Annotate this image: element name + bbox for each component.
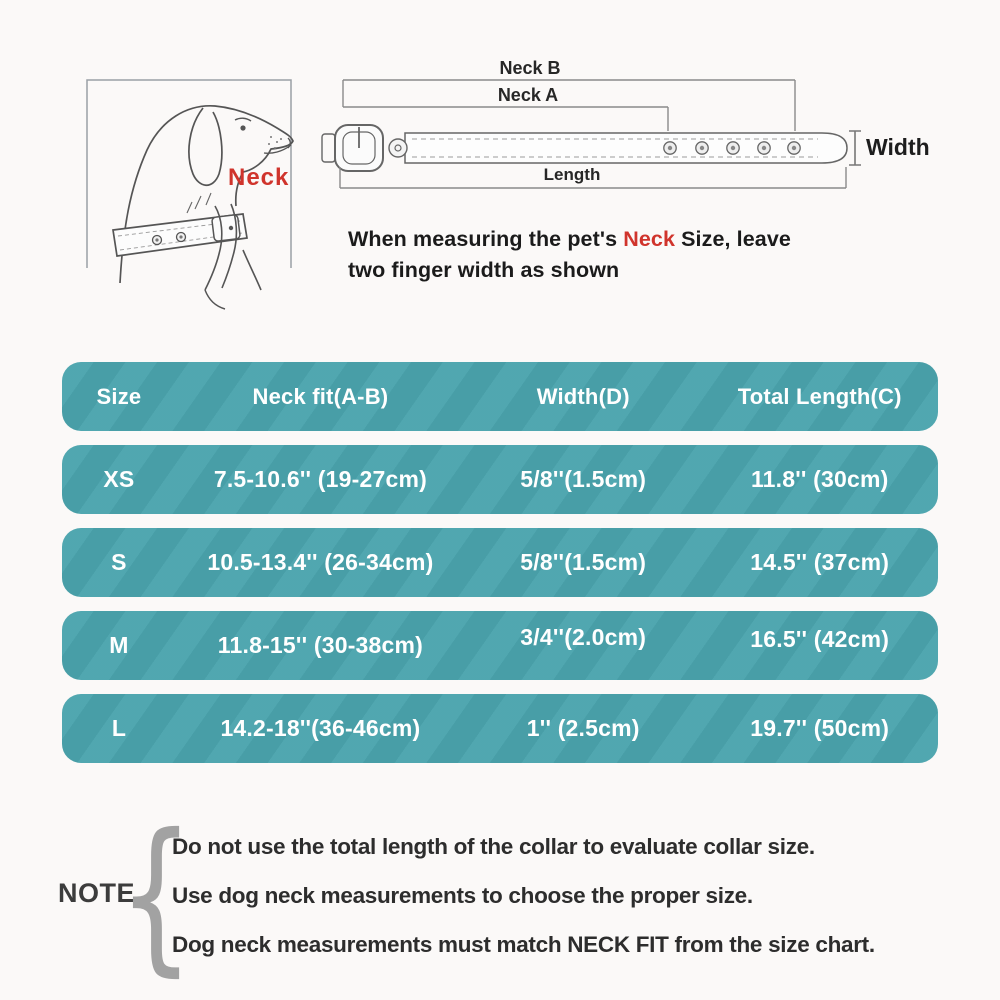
cell-neck-fit: 7.5-10.6'' (19-27cm) [213,466,427,492]
header-size: Size [96,383,142,409]
instruction-neck-highlight: Neck [623,227,676,251]
cell-width: 1'' (2.5cm) [526,715,640,741]
note-line-3: Dog neck measurements must match NECK FIT from the size chart. [172,932,875,957]
cell-neck-fit: 14.2-18''(36-46cm) [220,715,421,741]
table-row-s [62,528,938,597]
dog-head-line-drawing-icon [85,78,300,310]
note-lines [172,835,875,957]
size-chart-table [62,362,938,763]
measuring-instruction [348,224,908,286]
note-title: NOTE [58,878,136,908]
length-label: Length [543,165,601,184]
dog-neck-label: Neck [228,164,290,191]
dog-measure-figure [85,78,300,310]
cell-size: M [109,632,129,658]
cell-size: L [111,715,127,741]
header-width: Width(D) [536,383,630,409]
note-line-1: Do not use the total length of the collar to evaluate collar size. [172,834,815,859]
cell-size: S [111,549,127,575]
table-header-row [62,362,938,431]
collar-line-drawing-icon [320,55,960,200]
cell-total-length: 14.5'' (37cm) [750,549,890,575]
cell-total-length: 11.8'' (30cm) [750,466,889,492]
cell-total-length: 19.7'' (50cm) [750,715,890,741]
note-line-2: Use dog neck measurements to choose the proper size. [172,883,753,908]
header-total-length: Total Length(C) [737,383,902,409]
neck-a-label: Neck A [497,85,559,105]
curly-brace-icon: { [118,799,195,992]
cell-size: XS [103,466,135,492]
instruction-line1-pre: When measuring the pet's [348,227,624,251]
cell-width: 5/8''(1.5cm) [520,549,647,575]
note-section [58,799,988,992]
table-row-l [62,694,938,763]
neck-b-label: Neck B [499,58,561,78]
table-row-xs [62,445,938,514]
cell-width: 5/8''(1.5cm) [520,466,647,492]
header-neck-fit: Neck fit(A-B) [252,383,389,409]
cell-width: 3/4''(2.0cm) [520,624,647,650]
cell-neck-fit: 11.8-15'' (30-38cm) [217,632,424,658]
table-row-m [62,611,938,680]
instruction-line1-post: Size, leave [675,227,791,251]
cell-total-length: 16.5'' (42cm) [750,626,890,652]
width-label: Width [866,134,930,160]
instruction-line-1 [348,224,908,255]
cell-neck-fit: 10.5-13.4'' (26-34cm) [207,549,434,575]
collar-measure-diagram [320,55,960,200]
instruction-line-2: two finger width as shown [348,258,620,282]
